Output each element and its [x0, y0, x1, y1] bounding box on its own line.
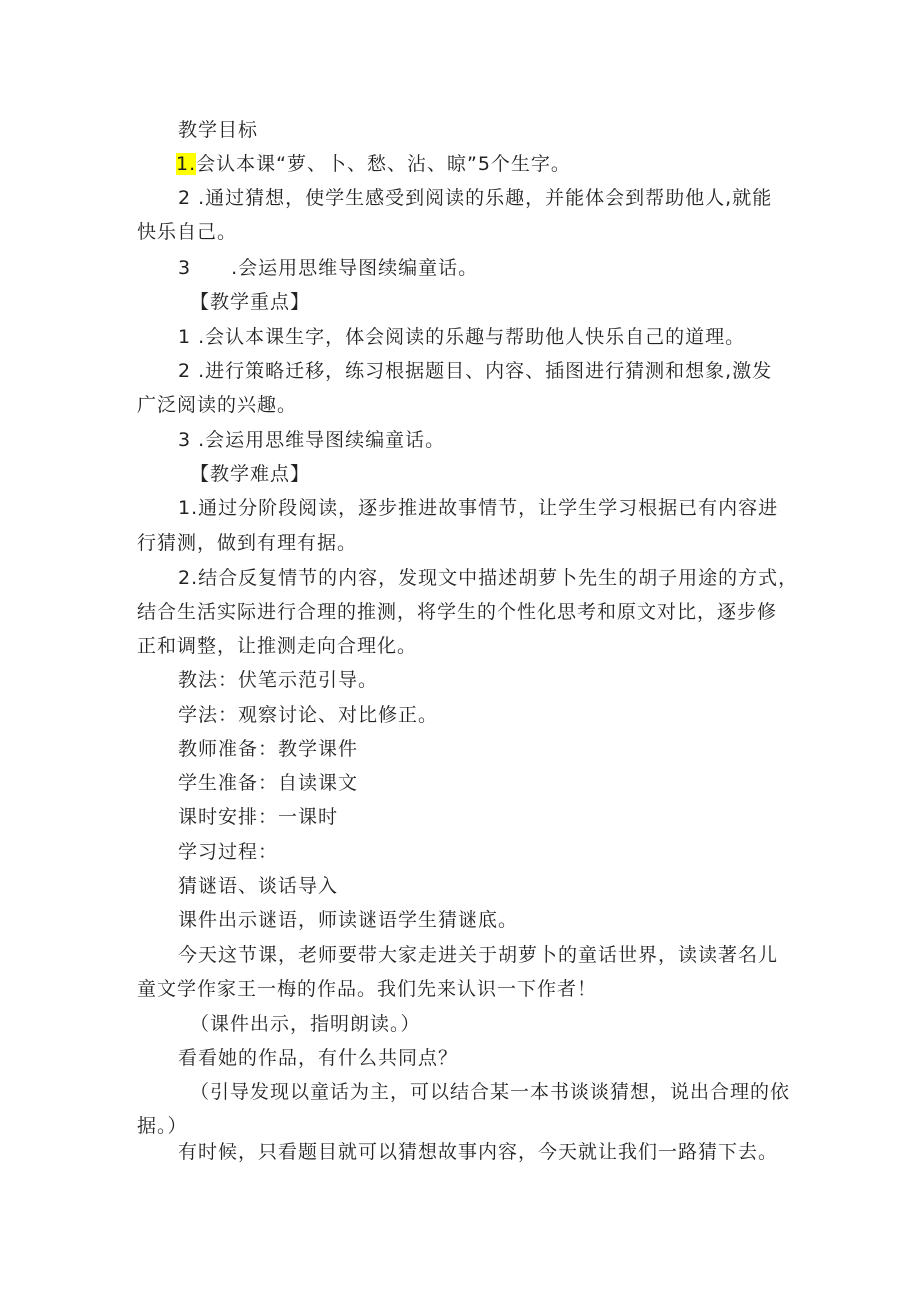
key-point-1: 1 .会认本课生字，体会阅读的乐趣与帮助他人快乐自己的道理。 — [178, 326, 746, 348]
intro-paragraph-line-1: 今天这节课，老师要带大家走进关于胡萝卜的童话世界，读读著名儿 — [178, 944, 779, 966]
objective-1-text: 会认本课“萝、卜、愁、沾、晾”5个生字。 — [196, 153, 571, 175]
objective-1 — [176, 152, 571, 176]
objective-2-line-1: 2 .通过猜想，使学生感受到阅读的乐趣，并能体会到帮助他人,就能 — [178, 187, 773, 209]
difficulty-1-line-2: 行猜测，做到有理有据。 — [137, 532, 358, 554]
teacher-prep: 教师准备：教学课件 — [178, 738, 359, 760]
key-point-3: 3 .会运用思维导图续编童话。 — [178, 429, 446, 451]
teaching-method: 教法：伏笔示范引导。 — [178, 669, 379, 691]
objectives-heading: 教学目标 — [178, 119, 259, 141]
courseware-note: （课件出示，指明朗读。） — [190, 1013, 421, 1035]
works-question: 看看她的作品，有什么共同点？ — [178, 1047, 459, 1069]
difficulty-2-line-3: 正和调整，让推测走向合理化。 — [137, 635, 418, 657]
intro-heading: 猜谜语、谈话导入 — [178, 875, 339, 897]
difficulty-1-line-1: 1.通过分阶段阅读，逐步推进故事情节，让学生学习根据已有内容进 — [178, 497, 779, 519]
schedule: 课时安排：一课时 — [178, 806, 339, 828]
objective-3: 3 .会运用思维导图续编童话。 — [178, 257, 479, 279]
objective-1-number: 1. — [176, 153, 197, 175]
key-point-2-line-1: 2 .进行策略迁移，练习根据题目、内容、插图进行猜测和想象,激发 — [178, 360, 773, 382]
closing-line: 有时候，只看题目就可以猜想故事内容，今天就让我们一路猜下去。 — [178, 1141, 779, 1163]
difficulty-2-line-1: 2.结合反复情节的内容，发现文中描述胡萝卜先生的胡子用途的方式， — [178, 567, 799, 589]
difficulties-heading: 【教学难点】 — [190, 463, 311, 485]
difficulty-2-line-2: 结合生活实际进行合理的推测，将学生的个性化思考和原文对比，逐步修 — [137, 601, 778, 623]
intro-riddle: 课件出示谜语，师读谜语学生猜谜底。 — [178, 909, 519, 931]
learning-method: 学法：观察讨论、对比修正。 — [178, 704, 439, 726]
process-heading: 学习过程： — [178, 841, 279, 863]
objective-2-line-2: 快乐自己。 — [137, 221, 238, 243]
guide-line-2: 据。） — [137, 1115, 188, 1137]
student-prep: 学生准备：自读课文 — [178, 772, 359, 794]
key-point-2-line-2: 广泛阅读的兴趣。 — [137, 394, 298, 416]
key-points-heading: 【教学重点】 — [190, 291, 311, 313]
guide-line-1: （引导发现以童话为主，可以结合某一本书谈谈猜想，说出合理的依 — [190, 1081, 791, 1103]
intro-paragraph-line-2: 童文学作家王一梅的作品。我们先来认识一下作者！ — [137, 978, 598, 1000]
